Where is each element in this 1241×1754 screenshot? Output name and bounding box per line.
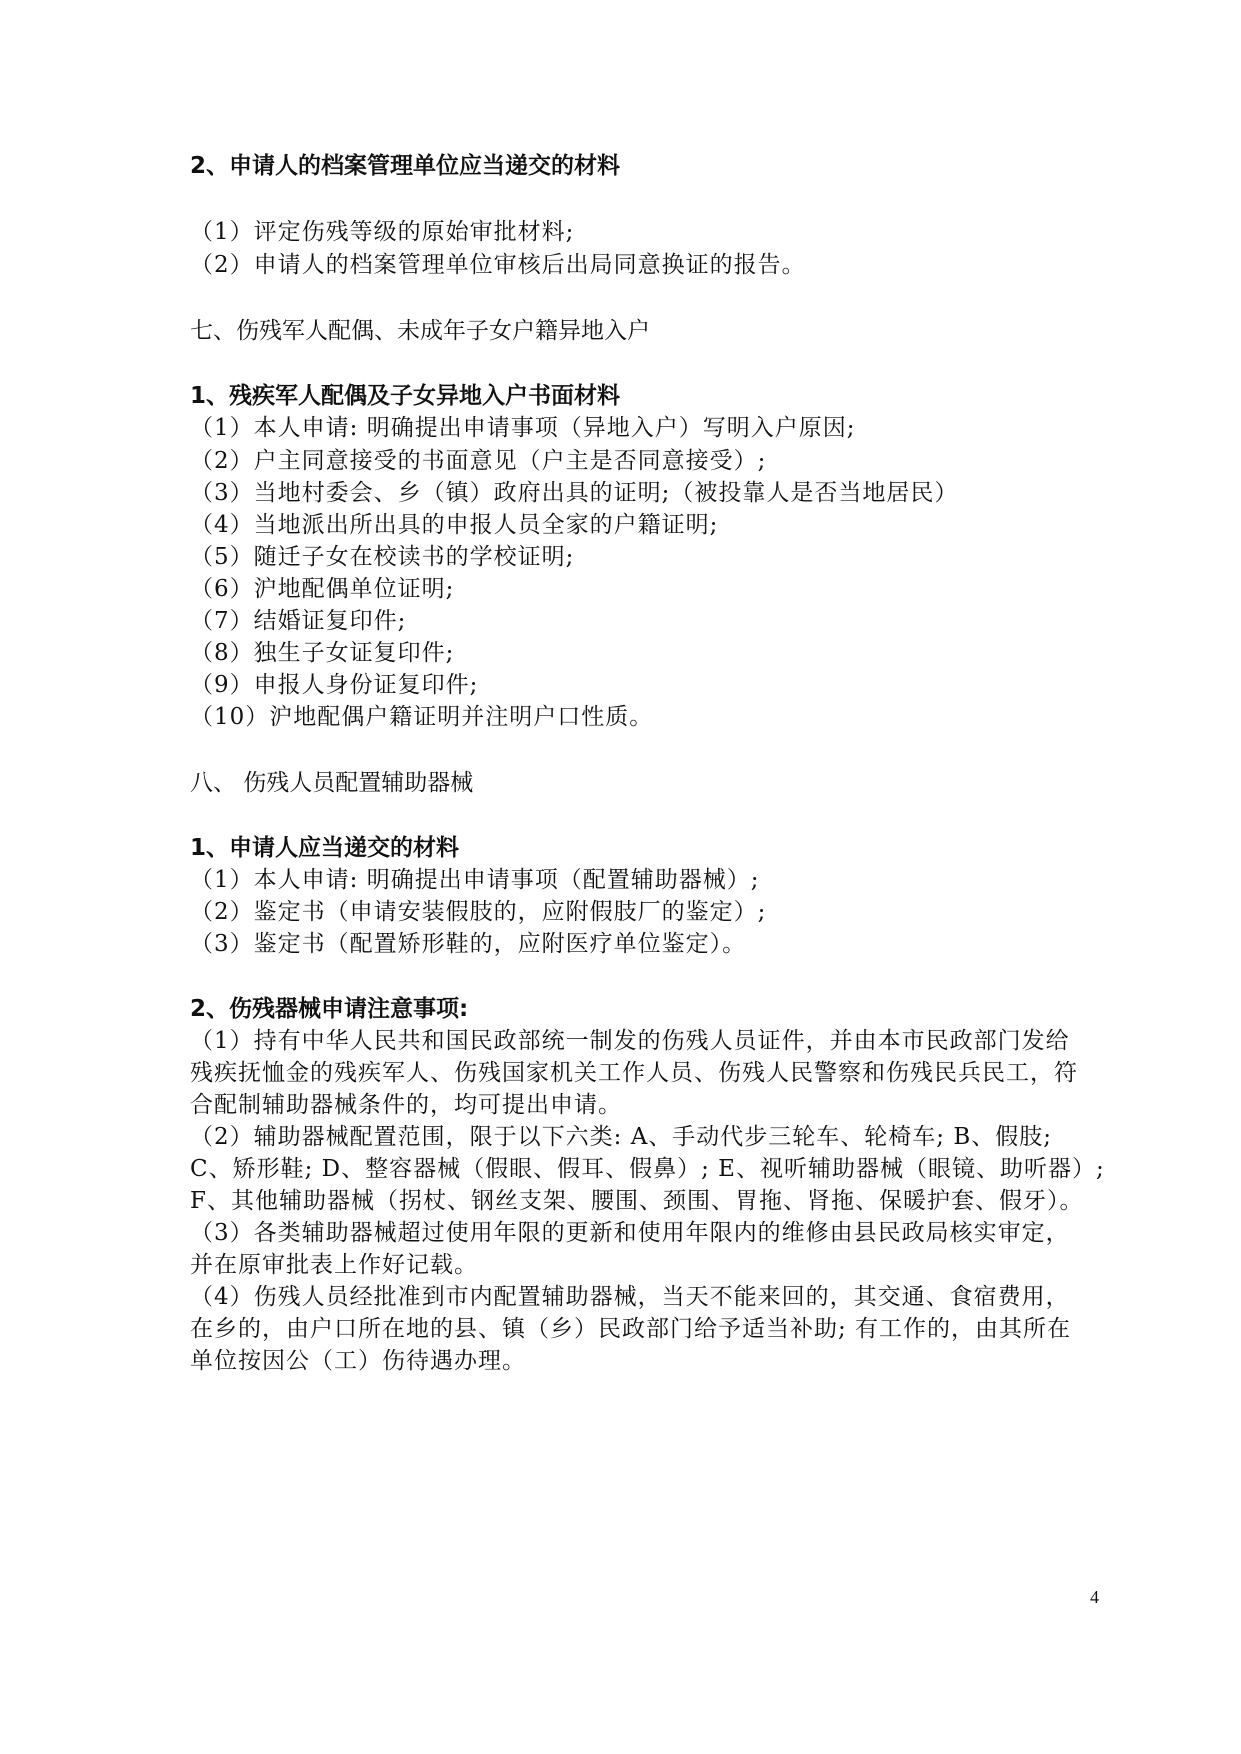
list-item: （10）沪地配偶户籍证明并注明户口性质。	[190, 704, 654, 730]
list-item: （3）当地村委会、乡（镇）政府出具的证明;（被投靠人是否当地居民）	[190, 480, 959, 506]
paragraph-line: （4）伤残人员经批准到市内配置辅助器械，当天不能来回的，其交通、食宿费用，	[190, 1284, 1070, 1310]
paragraph-line: 在乡的，由户口所在地的县、镇（乡）民政部门给予适当补助; 有工作的，由其所在	[190, 1316, 1072, 1342]
list-item: （3）鉴定书（配置矫形鞋的，应附医疗单位鉴定）。	[190, 931, 747, 957]
section7-title: 七、伤残军人配偶、未成年子女户籍异地入户	[190, 318, 650, 344]
section7-sub1-heading: 1、残疾军人配偶及子女异地入户书面材料	[190, 383, 621, 409]
list-item: （2）申请人的档案管理单位审核后出局同意换证的报告。	[190, 252, 806, 278]
paragraph-line: （3）各类辅助器械超过使用年限的更新和使用年限内的维修由县民政局核实审定，	[190, 1220, 1070, 1246]
paragraph-line: 残疾抚恤金的残疾军人、伤残国家机关工作人员、伤残人民警察和伤残民兵民工，符	[190, 1060, 1078, 1086]
paragraph-line: C、矫形鞋; D、整容器械（假眼、假耳、假鼻）; E、视听辅助器械（眼镜、助听器）;	[190, 1156, 1105, 1182]
list-item: （8）独生子女证复印件;	[190, 640, 455, 666]
paragraph-line: （1）持有中华人民共和国民政部统一制发的伤残人员证件，并由本市民政部门发给	[190, 1028, 1070, 1054]
paragraph-line: F、其他辅助器械（拐杖、钢丝支架、腰围、颈围、胃拖、肾拖、保暖护套、假牙）。	[190, 1188, 1084, 1214]
list-item: （4）当地派出所出具的申报人员全家的户籍证明;	[190, 512, 719, 538]
list-item: （6）沪地配偶单位证明;	[190, 576, 455, 602]
section8-sub1-heading: 1、申请人应当递交的材料	[190, 835, 460, 861]
list-item: （9）申报人身份证复印件;	[190, 672, 479, 698]
list-item: （2）户主同意接受的书面意见（户主是否同意接受）;	[190, 448, 767, 474]
list-item: （1）本人申请: 明确提出申请事项（配置辅助器械）;	[190, 867, 760, 893]
list-item: （1）评定伤残等级的原始审批材料;	[190, 219, 575, 245]
list-item: （2）鉴定书（申请安装假肢的，应附假肢厂的鉴定）;	[190, 899, 767, 925]
page-number: 4	[1090, 1587, 1099, 1607]
section8-title: 八、 伤残人员配置辅助器械	[190, 770, 474, 796]
paragraph-line: 合配制辅助器械条件的，均可提出申请。	[190, 1092, 622, 1118]
paragraph-line: （2）辅助器械配置范围，限于以下六类: A、手动代步三轮车、轮椅车; B、假肢;	[190, 1124, 1053, 1150]
list-item: （7）结婚证复印件;	[190, 608, 407, 634]
paragraph-line: 并在原审批表上作好记载。	[190, 1252, 478, 1278]
section8-sub2-heading: 2、伤残器械申请注意事项:	[190, 996, 469, 1022]
list-item: （1）本人申请: 明确提出申请事项（异地入户）写明入户原因;	[190, 415, 856, 441]
list-item: （5）随迁子女在校读书的学校证明;	[190, 544, 575, 570]
section2-heading: 2、申请人的档案管理单位应当递交的材料	[190, 153, 621, 179]
paragraph-line: 单位按因公（工）伤待遇办理。	[190, 1348, 526, 1374]
